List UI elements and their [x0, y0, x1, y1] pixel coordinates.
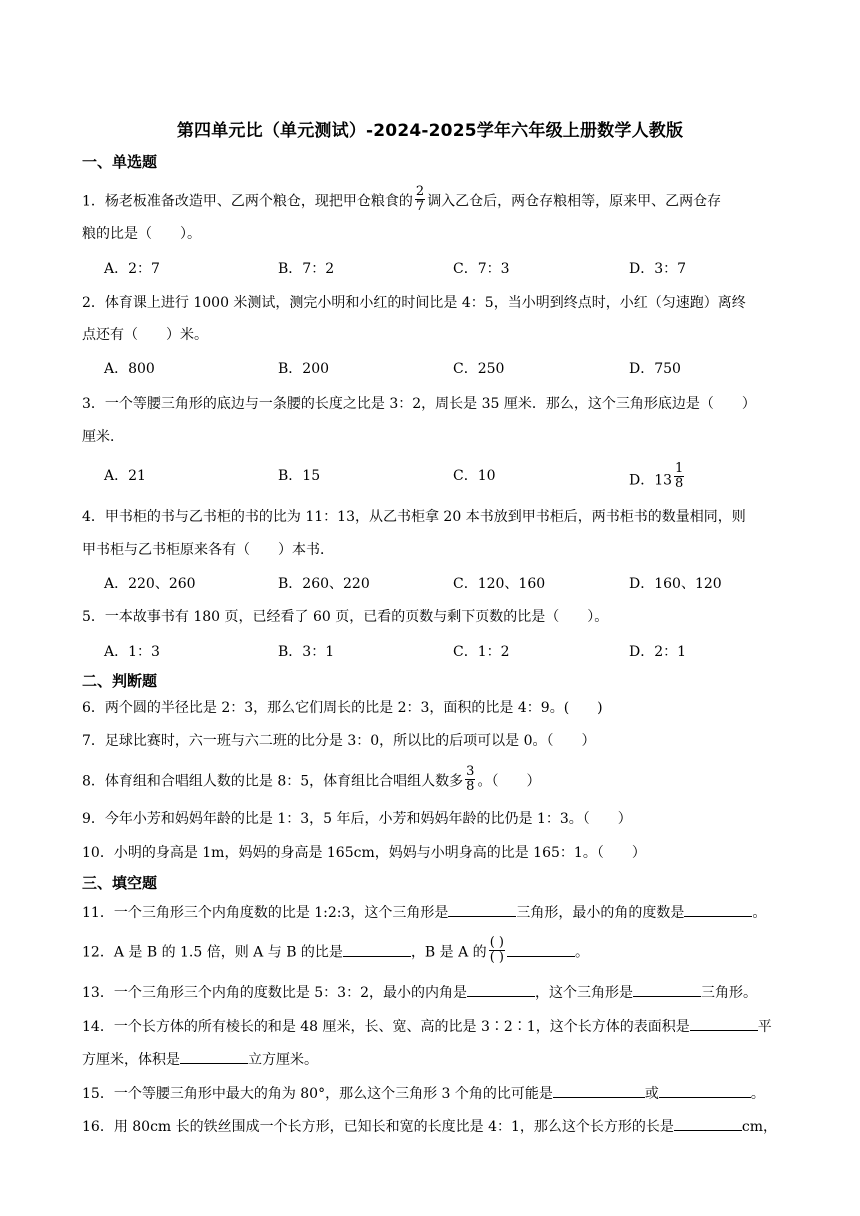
page-title: 第四单元比（单元测试）-2024-2025学年六年级上册数学人教版: [176, 121, 684, 141]
question-8: 8．体育组和合唱组人数的比是 8：5，体育组比合唱组人数多 $\frac{3}{8}$ 。（ ）: [82, 764, 541, 794]
question-2-line-2: 点还有（ ）米。: [82, 327, 208, 343]
question-1-line-1: 1．杨老板准备改造甲、乙两个粮仓，现把甲仓粮食的 $\frac{2}{7}$ 调入乙仓后，两仓存粮相等，原来甲、乙两仓存: [82, 184, 722, 214]
question-5-line-1: 5．一本故事书有 180 页，已经看了 60 页，已看的页数与剩下页数的比是（ ）。: [82, 609, 609, 625]
answer-blank[interactable]: [659, 1083, 751, 1098]
question-7: 7．足球比赛时，六一班与六二班的比分是 3：0，所以比的后项可以是 0。（ ）: [82, 733, 596, 749]
fraction: $\frac{2}{7}$: [415, 184, 425, 214]
option-b: B．260、220: [278, 576, 370, 592]
question-3-line-2: 厘米．: [82, 429, 124, 445]
section-heading-fill-blank: 三、填空题: [82, 874, 158, 892]
answer-blank[interactable]: [448, 902, 516, 917]
answer-blank[interactable]: [507, 942, 575, 957]
option-c: C．250: [453, 361, 505, 377]
answer-blank[interactable]: [633, 982, 701, 997]
option-a: A．800: [104, 361, 155, 377]
option-d: D．750: [629, 361, 681, 377]
fraction: $\frac{3}{8}$: [466, 764, 475, 794]
question-2-line-1: 2．体育课上进行 1000 米测试，测完小明和小红的时间比是 4：5，当小明到终点时，小红（匀速跑）离终: [82, 295, 746, 311]
answer-blank[interactable]: [553, 1083, 645, 1098]
answer-blank[interactable]: [690, 1016, 758, 1031]
option-c: C．120、160: [453, 576, 546, 592]
option-b: B．15: [278, 468, 321, 484]
option-b: B．3：1: [278, 644, 335, 660]
answer-blank[interactable]: [467, 982, 535, 997]
question-9: 9．今年小芳和妈妈年龄的比是 1：3，5 年后，小芳和妈妈年龄的比仍是 1：3。（ ）: [82, 811, 632, 827]
option-d: D．160、120: [629, 576, 722, 592]
option-a: A．220、260: [104, 576, 196, 592]
question-11: 11．一个三角形三个内角度数的比是 1:2:3，这个三角形是 三角形，最小的角的度数是 。: [82, 902, 808, 923]
option-a: A．2：7: [104, 261, 160, 277]
option-d: D．2：1: [629, 644, 687, 660]
question-14-line-1: 14．一个长方体的所有棱长的和是 48 厘米，长、宽、高的比是 3∶2∶1，这个长方体的表面积是 平: [82, 1016, 808, 1037]
answer-blank[interactable]: [674, 1116, 742, 1131]
option-c: C．7：3: [453, 261, 510, 277]
section-heading-true-false: 二、判断题: [82, 672, 158, 690]
answer-blank[interactable]: [684, 902, 752, 917]
question-3-line-1: 3．一个等腰三角形的底边与一条腰的长度之比是 3：2，周长是 35 厘米．那么，这个三角形底边是（ ）: [82, 396, 756, 412]
section-heading-single-choice: 一、单选题: [82, 153, 158, 171]
question-15: 15．一个等腰三角形中最大的角为 80°，那么这个三角形 3 个角的比可能是 或 。: [82, 1083, 808, 1104]
question-4-line-1: 4．甲书柜的书与乙书柜的书的比为 11：13，从乙书柜拿 20 本书放到甲书柜后，两书柜书的数量相同，则: [82, 509, 746, 525]
option-a: A．21: [104, 468, 146, 484]
option-a: A．1：3: [104, 644, 160, 660]
answer-blank[interactable]: [343, 942, 411, 957]
question-6: 6．两个圆的半径比是 2：3，那么它们周长的比是 2：3，面积的比是 4：9。( ): [82, 700, 603, 716]
question-14-line-2: 方厘米，体积是 立方厘米。: [82, 1049, 808, 1070]
answer-blank[interactable]: [180, 1049, 248, 1064]
fraction: $\frac{( )}{( )}$: [489, 935, 504, 965]
question-13: 13．一个三角形三个内角的度数比是 5：3：2，最小的内角是 ，这个三角形是 三角形。: [82, 982, 808, 1003]
question-1-line-2: 粮的比是（ ）。: [82, 226, 201, 242]
option-d: D．3：7: [629, 261, 687, 277]
option-d: D．13 $\frac{1}{8}$: [629, 461, 684, 491]
question-16: 16．用 80cm 长的铁丝围成一个长方形，已知长和宽的长度比是 4：1，那么这个长方形的长是 cm，: [82, 1116, 808, 1137]
option-b: B．200: [278, 361, 330, 377]
fraction: $\frac{1}{8}$: [675, 461, 684, 491]
option-b: B．7：2: [278, 261, 335, 277]
question-4-line-2: 甲书柜与乙书柜原来各有（ ）本书．: [82, 542, 334, 558]
option-c: C．10: [453, 468, 496, 484]
option-c: C．1：2: [453, 644, 510, 660]
question-10: 10．小明的身高是 1m，妈妈的身高是 165cm，妈妈与小明身高的比是 165：1。（ ）: [82, 845, 646, 861]
question-12: 12．A 是 B 的 1.5 倍，则 A 与 B 的比是 ，B 是 A 的 $\frac{( )}{( )}$ 。: [82, 935, 589, 965]
